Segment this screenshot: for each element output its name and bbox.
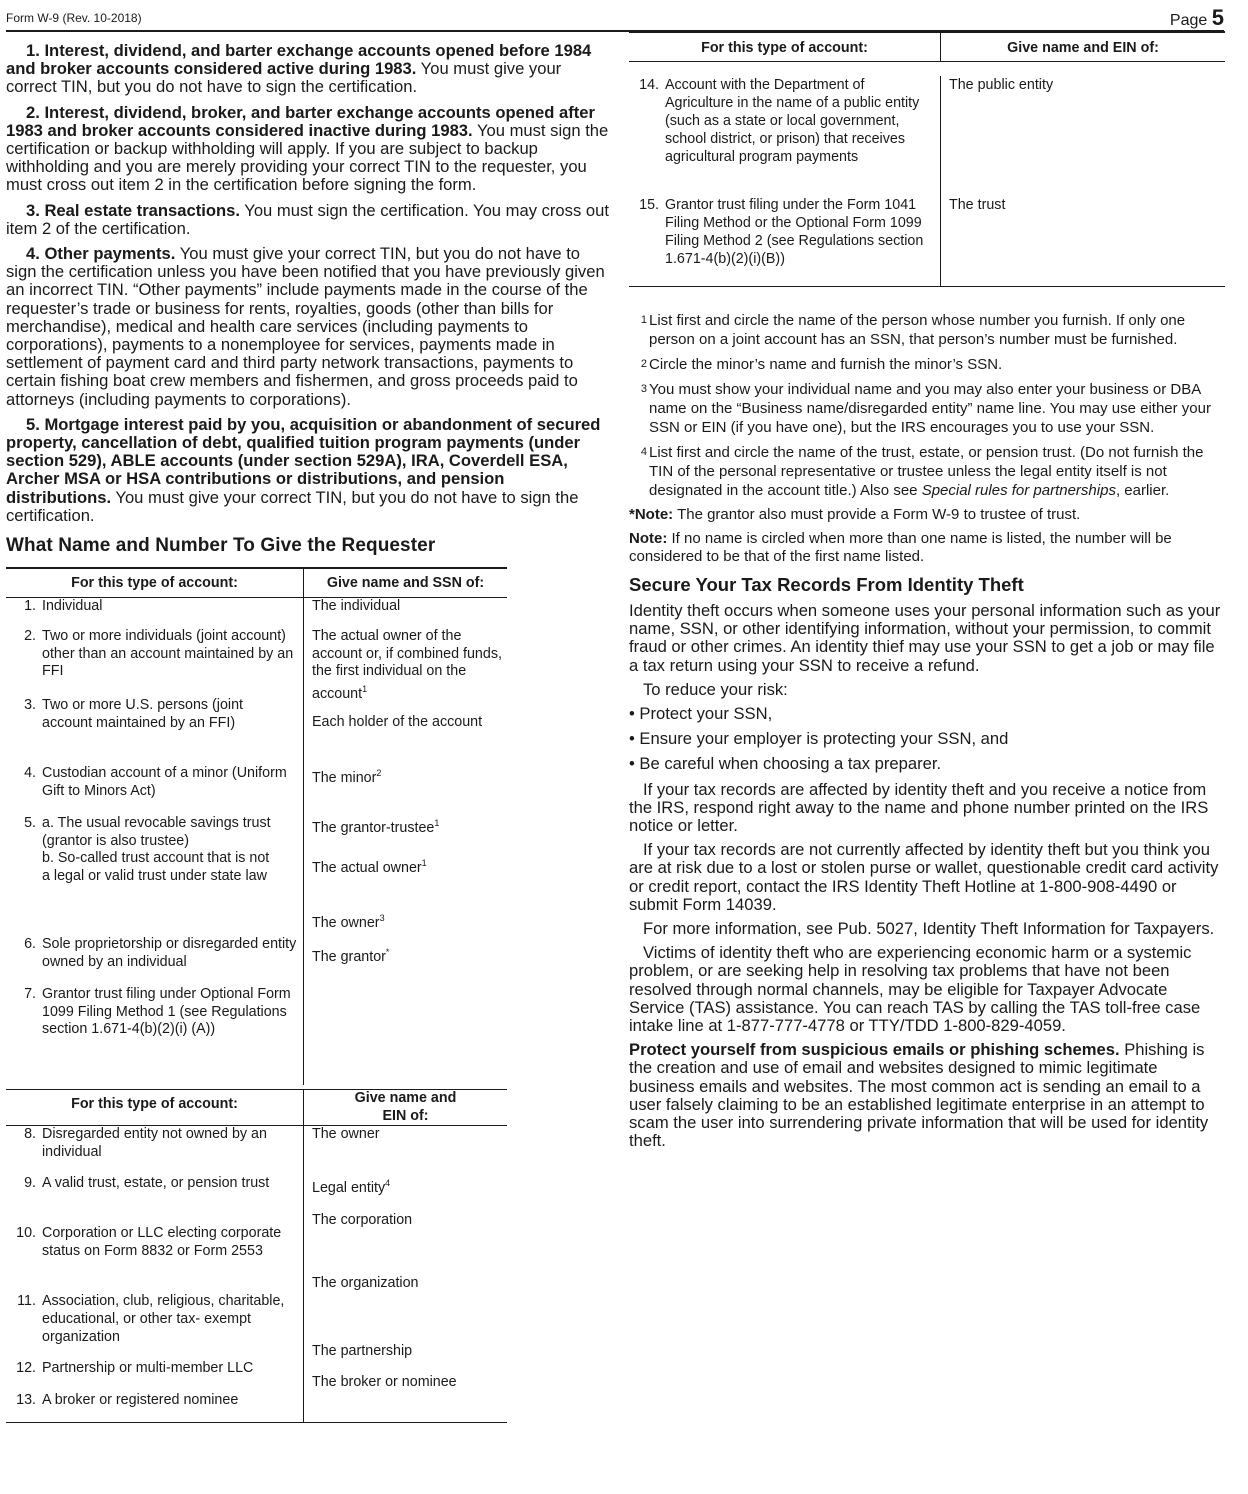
paragraph-3: 3. Real estate transactions. You must sign the certification. You may cross out item 2 of the certification. [6, 200, 609, 238]
paragraph: Victims of identity theft who are experiencing economic harm or a systemic problem, or are seeking help in resolving tax problems that have not been resolved through normal channels, may be eligible for Taxpayer Advocate Service (TAS) assistance. You can reach TAS by calling the TAS toll-free case intake line at 1-877-777-4778 or TTY/TDD 1-800-829-4059. [629, 943, 1201, 1036]
table-row: 6. Sole proprietorship or disregarded entity owned by an individual The grantor* [6, 936, 507, 986]
note-grantor: *Note: The grantor also must provide a Form W-9 to trustee of trust. [629, 506, 1081, 523]
paragraph: For more information, see Pub. 5027, Identity Theft Information for Taxpayers. [643, 919, 1215, 939]
right-column [629, 31, 1225, 1156]
table-row: 2. Two or more individuals (joint account) other than an account maintained by an FFI The actual owner of the account or, if combined funds, the first individual on the account$^1$ [6, 628, 507, 697]
table-row: 8. Disregarded entity not owned by an individual The owner [6, 1126, 507, 1175]
table-header: For this type of account: Give name and EIN of: [629, 31, 1225, 62]
form-id: Form W-9 (Rev. 10-2018) [6, 11, 142, 25]
paragraph: To reduce your risk: [643, 679, 788, 699]
ein-table-continued [629, 31, 1225, 287]
footnote-2: 2 Circle the minor’s name and furnish the minor’s SSN. [640, 356, 1003, 373]
table-header: For this type of account: Give name and EIN of: [6, 1089, 507, 1127]
table-row: 11. Association, club, religious, charitable, educational, or other tax- exempt organization The partnership [6, 1293, 507, 1360]
left-column [6, 42, 612, 1423]
table-row: 10. Corporation or LLC electing corporate status on Form 8832 or Form 2553 The organization [6, 1225, 507, 1293]
table-header: For this type of account: Give name and SSN of: [6, 567, 507, 598]
paragraph: Identity theft occurs when someone uses your personal information such as your name, SSN, or other identifying information, without your permission, to commit fraud or other crimes. An identity thief may use your SSN to get a job or may file a tax return using your SSN to receive a refund. [629, 601, 1221, 675]
paragraph-2: 2. Interest, dividend, broker, and barter exchange accounts opened after 1983 and broker accounts considered inactive during 1983. You must sign the certification or backup withholding will apply. If you are subject to backup withholding and you are merely providing your correct TIN to the requester, you must cross out item 2 in the certification before signing the form. [6, 102, 609, 195]
bullet-item: • Protect your SSN, [629, 704, 773, 724]
footnote-3: 3 You must show your individual name and you may also enter your business or DBA name on the “Business name/disregarded entity” name line. You may use either your SSN or EIN (if you have one), but the IRS encourages you to use your SSN. [640, 381, 1211, 436]
bullet-item: • Ensure your employer is protecting your SSN, and [629, 729, 1009, 749]
section-title: What Name and Number To Give the Requester [6, 535, 436, 557]
note-circled: Note: If no name is circled when more than one name is listed, the number will be considered to be that of the first name listed. [629, 530, 1172, 565]
table-row: 1. Individual The individual [6, 598, 507, 628]
table-row: 9. A valid trust, estate, or pension trust Legal entity$^4$ The corporation [6, 1175, 507, 1225]
paragraph-1: 1. Interest, dividend, and barter exchange accounts opened before 1984 and broker accounts considered active during 1983. You must give your correct TIN, but you do not have to sign the certification. [6, 41, 592, 97]
paragraph-4: 4. Other payments. You must give your correct TIN, but you do not have to sign the certification unless you have been notified that you have previously given an incorrect TIN. “Other payments” include payments made in the course of the requester’s trade or business for rents, royalties, goods (other than bills for merchandise), medical and health care services (including payments to corporations), payments to a nonemployee for services, payments made in settlement of payment card and third party network transactions, payments to certain fishing boat crew members and fishermen, and gross proceeds paid to attorneys (including payments to corporations). [6, 244, 605, 409]
table-row: 4. Custodian account of a minor (Uniform Gift to Minors Act) The minor$^2$ [6, 765, 507, 815]
identity-theft-title: Secure Your Tax Records From Identity Theft [629, 574, 1024, 595]
footnote-1: 1 List first and circle the name of the person whose number you furnish. If only one person on a joint account has an SSN, that person’s number must be furnished. [640, 312, 1186, 348]
bullet-item: • Be careful when choosing a tax preparer. [629, 754, 942, 774]
table-row: 7. Grantor trust filing under Optional Form 1099 Filing Method 1 (see Regulations section 1.671-4(b)(2)(i) (A)) [6, 986, 507, 1085]
ssn-table [6, 567, 507, 1423]
paragraph: If your tax records are affected by identity theft and you receive a notice from the IRS, respond right away to the name and phone number printed on the IRS notice or letter. [629, 779, 1209, 836]
paragraph-phishing: Protect yourself from suspicious emails or phishing schemes. Phishing is the creation and use of email and websites designed to mimic legitimate business emails and websites. The most common act is sending an email to a user falsely claiming to be an established legitimate enterprise in an attempt to scam the user into surrendering private information that will be used for identity theft. [629, 1040, 1209, 1151]
table-row: 3. Two or more U.S. persons (joint account maintained by an FFI) Each holder of the account [6, 697, 507, 765]
table-row: 14. Account with the Department of Agriculture in the name of a public entity (such as a state or local government, school district, or prison) that receives agricultural program payments The public entity [629, 62, 1225, 196]
paragraph-5: 5. Mortgage interest paid by you, acquisition or abandonment of secured property, cancellation of debt, qualified tuition program payments (under section 529), ABLE accounts (under section 529A), IRA, Coverdell ESA, Archer MSA or HSA contributions or distributions, and pension distributions. You must give your correct TIN, but you do not have to sign the certification. [6, 414, 601, 525]
table-row: 5. a. The usual revocable savings trust (grantor is also trustee) b. So-called trust account that is not a legal or valid trust under state law The grantor-trustee$^1$ The actual owner$^1$ The owner$^3$ [6, 815, 507, 936]
page-number: Page 5 [1169, 5, 1224, 30]
footnote-4: 4 List first and circle the name of the trust, estate, or pension trust. (Do not furnish the TIN of the personal representative or trustee unless the legal entity itself is not designated in the account title.) Also see Special rules for partnerships, earlier. [640, 444, 1204, 499]
table-row: 12. Partnership or multi-member LLC The broker or nominee [6, 1360, 507, 1392]
paragraph: If your tax records are not currently affected by identity theft but you think you are at risk due to a lost or stolen purse or wallet, questionable credit card activity or credit report, contact the IRS Identity Theft Hotline at 1-800-908-4490 or submit Form 14039. [629, 840, 1219, 914]
table-row: 15. Grantor trust filing under the Form 1041 Filing Method or the Optional Form 1099 Filing Method 2 (see Regulations section 1.671-4(b)(2)(i)(B)) The trust [629, 196, 1225, 286]
page-header [6, 4, 1224, 32]
table-row: 13. A broker or registered nominee [6, 1392, 507, 1423]
